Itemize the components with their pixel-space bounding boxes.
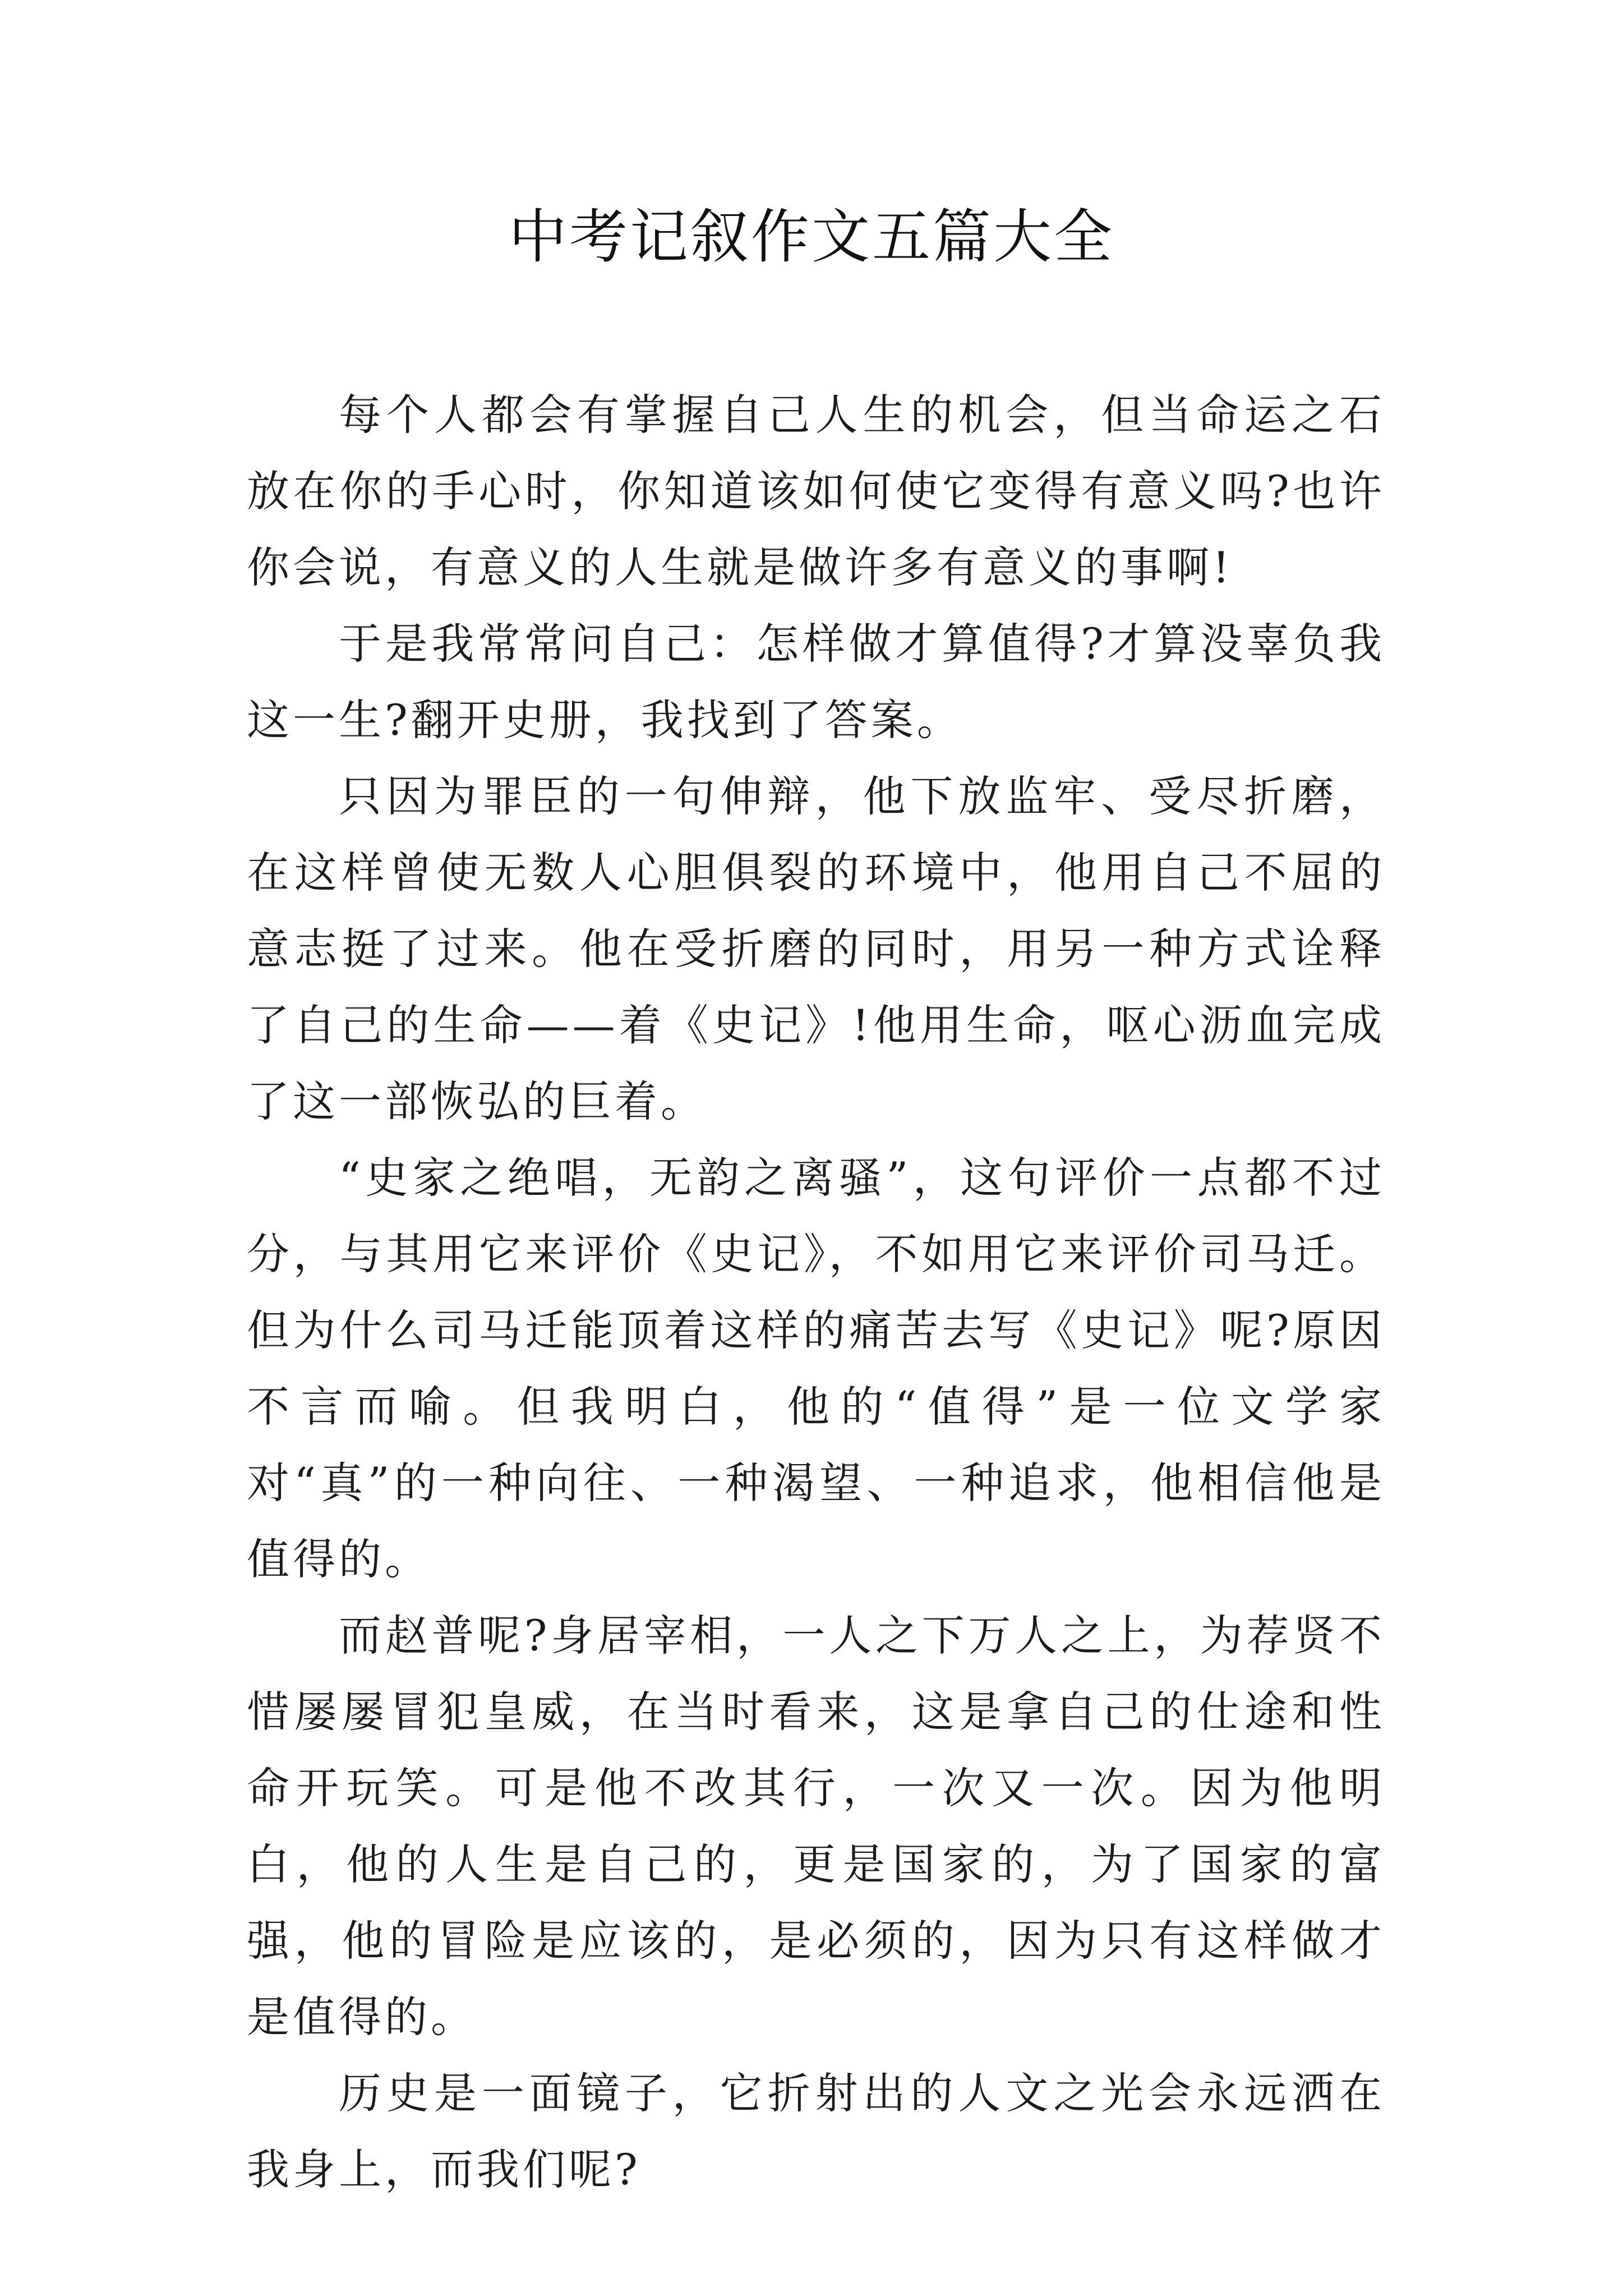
paragraph-6: 历史是一面镜子，它折射出的人文之光会永远洒在我身上，而我们呢? bbox=[247, 2068, 1385, 2194]
paragraph-5: 而赵普呢?身居宰相，一人之下万人之上，为荐贤不惜屡屡冒犯皇威，在当时看来，这是拿自己的仕途和性命开玩笑。可是他不改其行，一次又一次。因为他明白，他的人生是自己的，更是国家的，为了国家的富强，他的冒险是应该的，是必须的，因为只有这样做才是值得的。 bbox=[247, 1611, 1385, 2042]
document-title: 中考记叙作文五篇大全 bbox=[508, 203, 1114, 271]
paragraph-4: “史家之绝唱，无韵之离骚”，这句评价一点都不过分，与其用它来评价《史记》，不如用它来评价司马迁。但为什么司马迁能顶着这样的痛苦去写《史记》呢?原因不言而喻。但我明白，他的“值得”是一位文学家对“真”的一种向往、一种渴望、一种追求，他相信他是值得的。 bbox=[247, 1153, 1385, 1584]
paragraph-3: 只因为罪臣的一句伸辩，他下放监牢、受尽折磨，在这样曾使无数人心胆俱裂的环境中，他用自己不屈的意志挺了过来。他在受折磨的同时，用另一种方式诠释了自己的生命——着《史记》!他用生命，呕心沥血完成了这一部恢弘的巨着。 bbox=[247, 771, 1385, 1126]
document-body bbox=[247, 377, 1385, 2208]
paragraph-1: 每个人都会有掌握自己人生的机会，但当命运之石放在你的手心时，你知道该如何使它变得有意义吗?也许你会说，有意义的人生就是做许多有意义的事啊! bbox=[247, 390, 1385, 592]
paragraph-2: 于是我常常问自己：怎样做才算值得?才算没辜负我这一生?翻开史册，我找到了答案。 bbox=[247, 619, 1385, 745]
